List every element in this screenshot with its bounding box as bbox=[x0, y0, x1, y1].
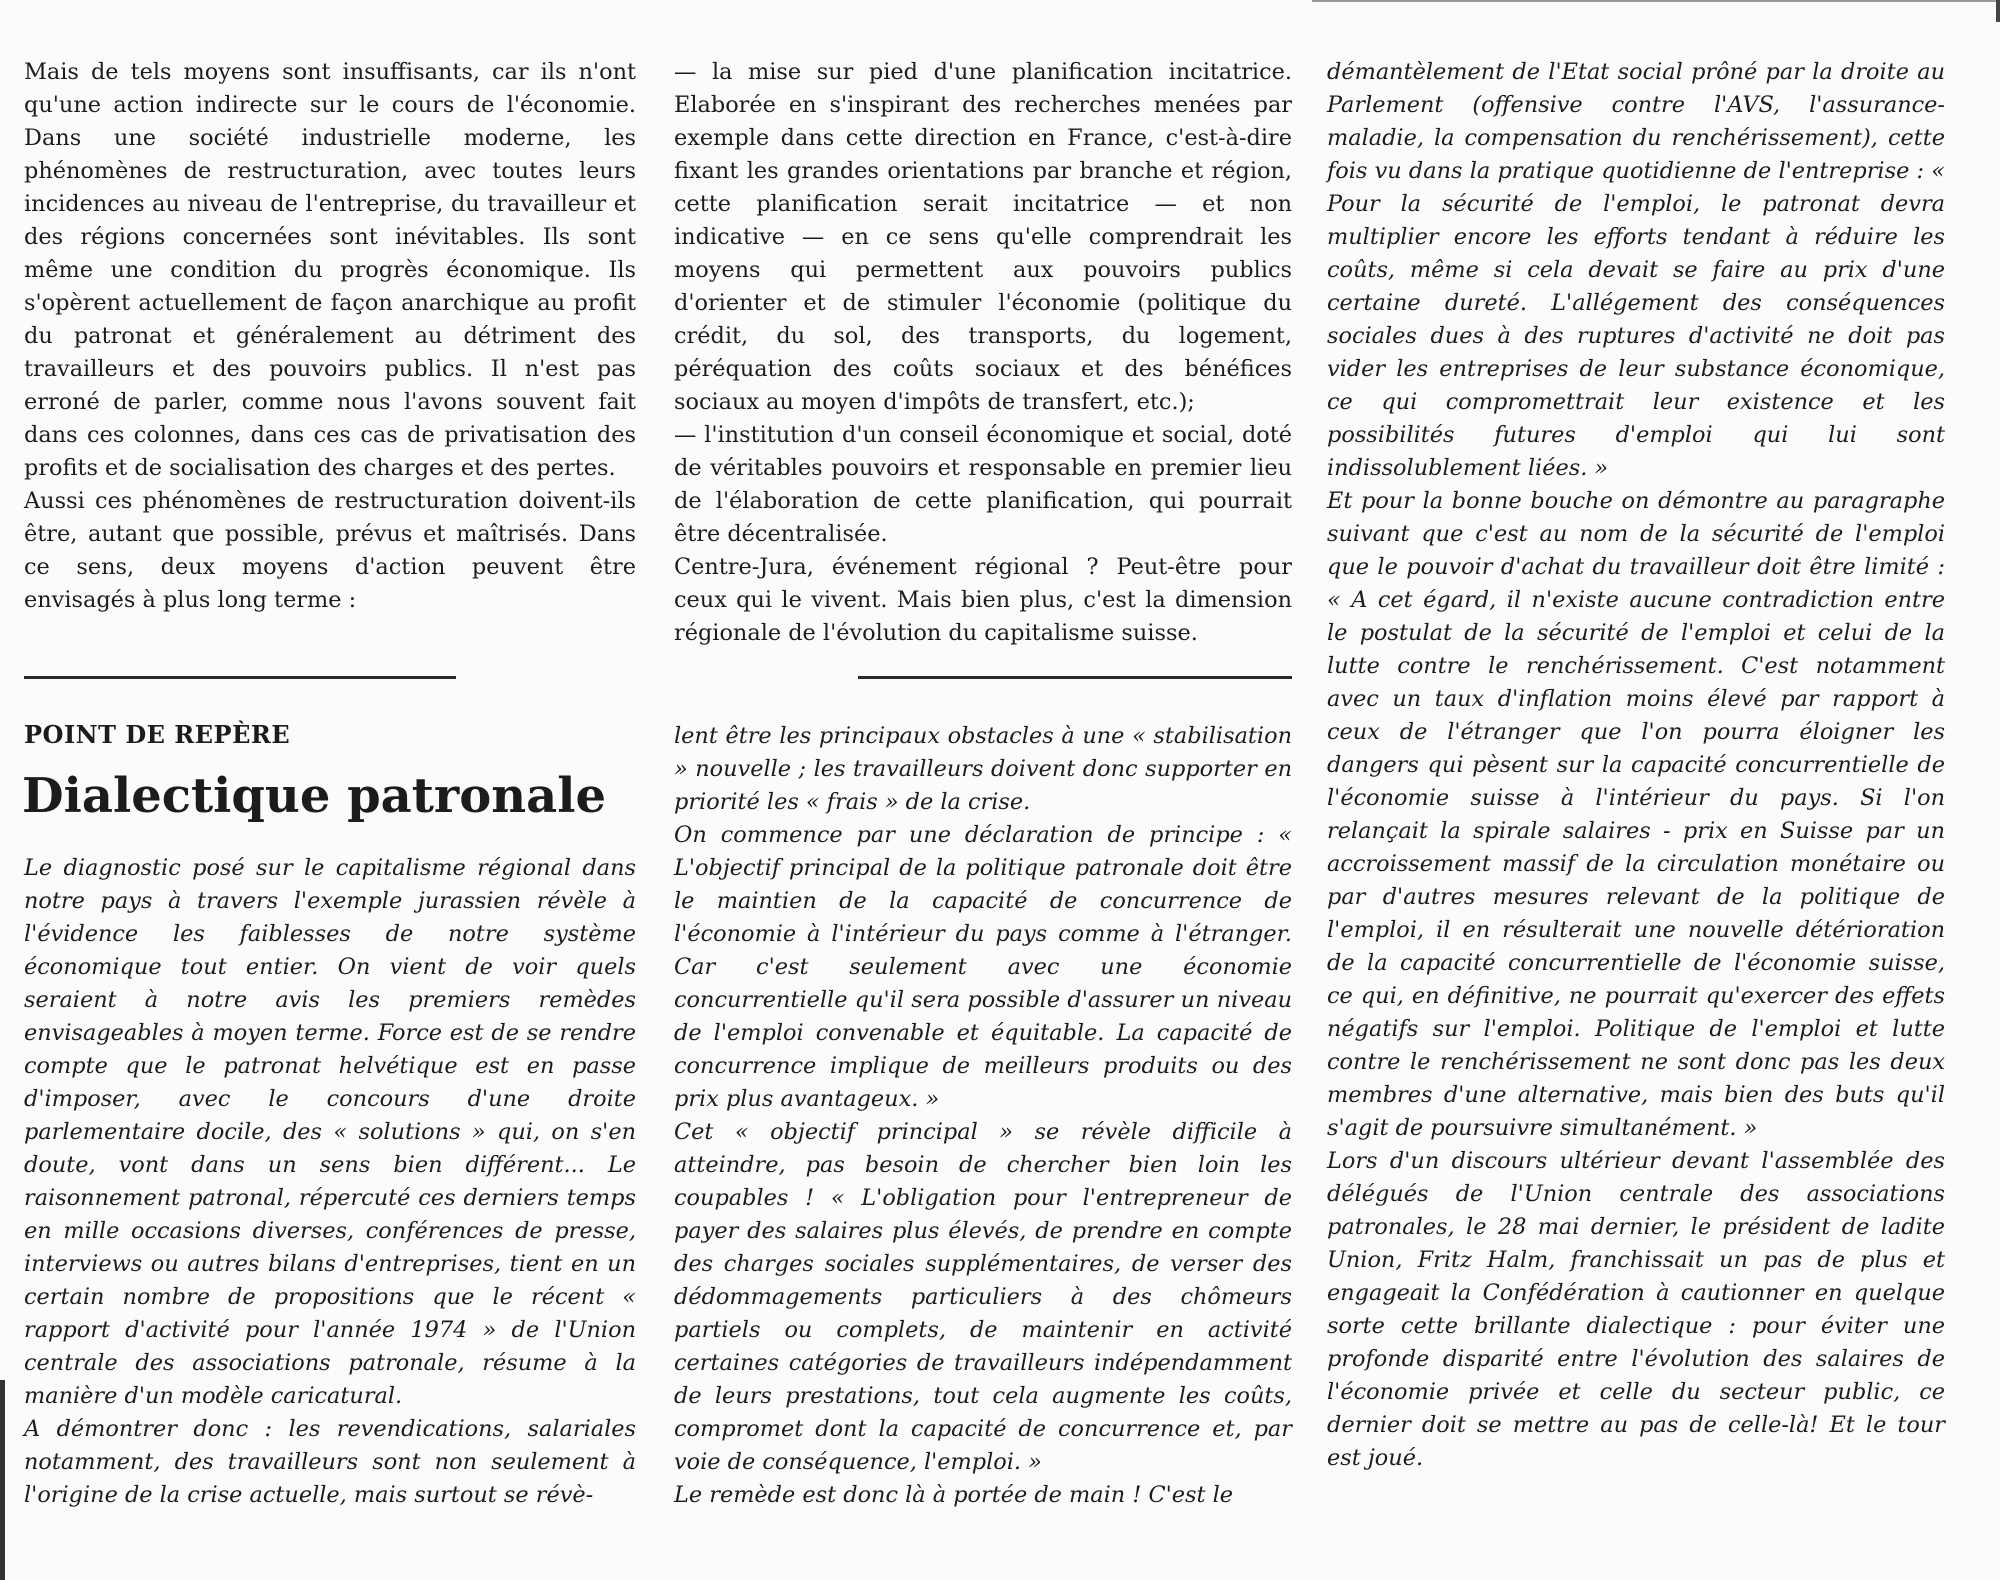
box-paragraph: démantèlement de l'Etat social prôné par la droite au Parlement (offensive contre l'AVS, l'assurance-maladie, la compensation du renchérissement), cette fois vu dans la pratique quotidienne de l'entreprise : « Pour la sécurité de l'emploi, le patronat devra multiplier encore les efforts tendant à réduire les coûts, même si cela devait se faire au prix d'une certaine dureté. L'allégement des conséquences sociales dues à des ruptures d'activité ne doit pas vider les entreprises de leur substance économique, ce qui compromettrait leur existence et les possibilités futures d'emploi qui lui sont indissolublement liées. » bbox=[1327, 59, 1945, 481]
page-binding-edge bbox=[0, 1380, 5, 1580]
box-column-2 bbox=[674, 720, 1292, 1512]
box-column-3 bbox=[1327, 56, 1945, 1475]
section-kicker: POINT DE REPÈRE bbox=[24, 720, 291, 749]
article-paragraph: — la mise sur pied d'une planification incitatrice. Elaborée en s'inspirant des recherches menées par exemple dans cette direction en France, c'est-à-dire fixant les grandes orientations par branche et région, cette planification serait incitatrice — et non indicative — en ce sens qu'elle comprendrait les moyens qui permettent aux pouvoirs publics d'orienter et de stimuler l'économie (politique du crédit, du sol, des transports, du logement, péréquation des coûts sociaux et des bénéfices sociaux au moyen d'impôts de transfert, etc.); bbox=[674, 59, 1292, 415]
box-paragraph: Cet « objectif principal » se révèle difficile à atteindre, pas besoin de chercher bien loin les coupables ! « L'obligation pour l'entrepreneur de payer des salaires plus élevés, de prendre en compte des charges sociales supplémentaires, de verser des dédommagements particuliers à des chômeurs partiels ou complets, de maintenir en activité certaines catégories de travailleurs indépendamment de leurs prestations, tout cela augmente les coûts, compromet dont la capacité de concurrence et, par voie de conséquence, l'emploi. » bbox=[674, 1119, 1292, 1475]
box-paragraph: A démontrer donc : les revendications, salariales notamment, des travailleurs sont non seulement à l'origine de la crise actuelle, mais surtout se révè- bbox=[24, 1416, 636, 1508]
article-paragraph: Aussi ces phénomènes de restructuration doivent-ils être, autant que possible, prévus et maîtrisés. Dans ce sens, deux moyens d'action peuvent être envisagés à plus long terme : bbox=[24, 488, 636, 613]
article-column-2 bbox=[674, 56, 1292, 650]
page-edge-right bbox=[1996, 0, 2000, 22]
article-paragraph: Centre-Jura, événement régional ? Peut-être pour ceux qui le vivent. Mais bien plus, c'est la dimension régionale de l'évolution du capitalisme suisse. bbox=[674, 554, 1292, 646]
box-paragraph: lent être les principaux obstacles à une « stabilisation » nouvelle ; les travailleurs doivent donc supporter en priorité les « frais » de la crise. bbox=[674, 723, 1292, 815]
article-column-1 bbox=[24, 56, 636, 617]
box-paragraph: Le diagnostic posé sur le capitalisme régional dans notre pays à travers l'exemple jurassien révèle à l'évidence les faiblesses de notre système économique tout entier. On vient de voir quels seraient à notre avis les premiers remèdes envisageables à moyen terme. Force est de se rendre compte que le patronat helvétique est en passe d'imposer, avec le concours d'une droite parlementaire docile, des « solutions » qui, on s'en doute, vont dans un sens bien différent... Le raisonnement patronal, répercuté ces derniers temps en mille occasions diverses, conférences de presse, interviews ou autres bilans d'entreprises, tient en un certain nombre de propositions que le récent « rapport d'activité pour l'année 1974 » de l'Union centrale des associations patronale, résume à la manière d'un modèle caricatural. bbox=[24, 855, 636, 1409]
box-column-1 bbox=[24, 852, 636, 1512]
box-paragraph: Et pour la bonne bouche on démontre au paragraphe suivant que c'est au nom de la sécurité de l'emploi que le pouvoir d'achat du travailleur doit être limité : « A cet égard, il n'existe aucune contradiction entre le postulat de la sécurité de l'emploi et celui de la lutte contre le renchérissement. C'est notamment avec un taux d'inflation moins élevé par rapport à ceux de l'étranger que l'on pourra éloigner les dangers qui pèsent sur la capacité concurrentielle de l'économie suisse à l'intérieur du pays. Si l'on relançait la spirale salaires - prix en Suisse par un accroissement massif de la circulation monétaire ou par d'autres mesures relevant de la politique de l'emploi, il en résulterait une nouvelle détérioration de la capacité concurrentielle de l'économie suisse, ce qui, en définitive, ne pourrait qu'exercer des effets négatifs sur l'emploi. Politique de l'emploi et lutte contre le renchérissement ne sont donc pas les deux membres d'une alternative, mais bien des buts qu'il s'agit de poursuivre simultanément. » bbox=[1327, 488, 1945, 1141]
section-headline: Dialectique patronale bbox=[22, 768, 606, 824]
article-paragraph: — l'institution d'un conseil économique et social, doté de véritables pouvoirs et responsable en premier lieu de l'élaboration de cette planification, qui pourrait être décentralisée. bbox=[674, 422, 1292, 547]
column-end-rule bbox=[24, 676, 456, 679]
box-paragraph: Le remède est donc là à portée de main ! C'est le bbox=[674, 1482, 1234, 1508]
article-paragraph: Mais de tels moyens sont insuffisants, car ils n'ont qu'une action indirecte sur le cours de l'économie. Dans une société industrielle moderne, les phénomènes de restructuration, avec toutes leurs incidences au niveau de l'entreprise, du travailleur et des régions concernées sont inévitables. Ils sont même une condition du progrès économique. Ils s'opèrent actuellement de façon anarchique au profit du patronat et généralement au détriment des travailleurs et des pouvoirs publics. Il n'est pas erroné de parler, comme nous l'avons souvent fait dans ces colonnes, dans ces cas de privatisation des profits et de socialisation des charges et des pertes. bbox=[24, 59, 636, 481]
box-paragraph: Lors d'un discours ultérieur devant l'assemblée des délégués de l'Union centrale des associations patronales, le 28 mai dernier, le président de ladite Union, Fritz Halm, franchissait un pas de plus et engageait la Confédération à cautionner en quelque sorte cette brillante dialectique : pour éviter une profonde disparité entre l'évolution des salaires de l'économie privée et celle du secteur public, ce dernier doit se mettre au pas de celle-là! Et le tour est joué. bbox=[1327, 1148, 1945, 1471]
column-end-rule bbox=[858, 676, 1292, 679]
page-edge-top bbox=[1312, 0, 2000, 2]
box-paragraph: On commence par une déclaration de principe : « L'objectif principal de la politique patronale doit être le maintien de la capacité de concurrence de l'économie à l'intérieur du pays comme à l'étranger. Car c'est seulement avec une économie concurrentielle qu'il sera possible d'assurer un niveau de l'emploi convenable et équitable. La capacité de concurrence implique de meilleurs produits ou des prix plus avantageux. » bbox=[674, 822, 1292, 1112]
